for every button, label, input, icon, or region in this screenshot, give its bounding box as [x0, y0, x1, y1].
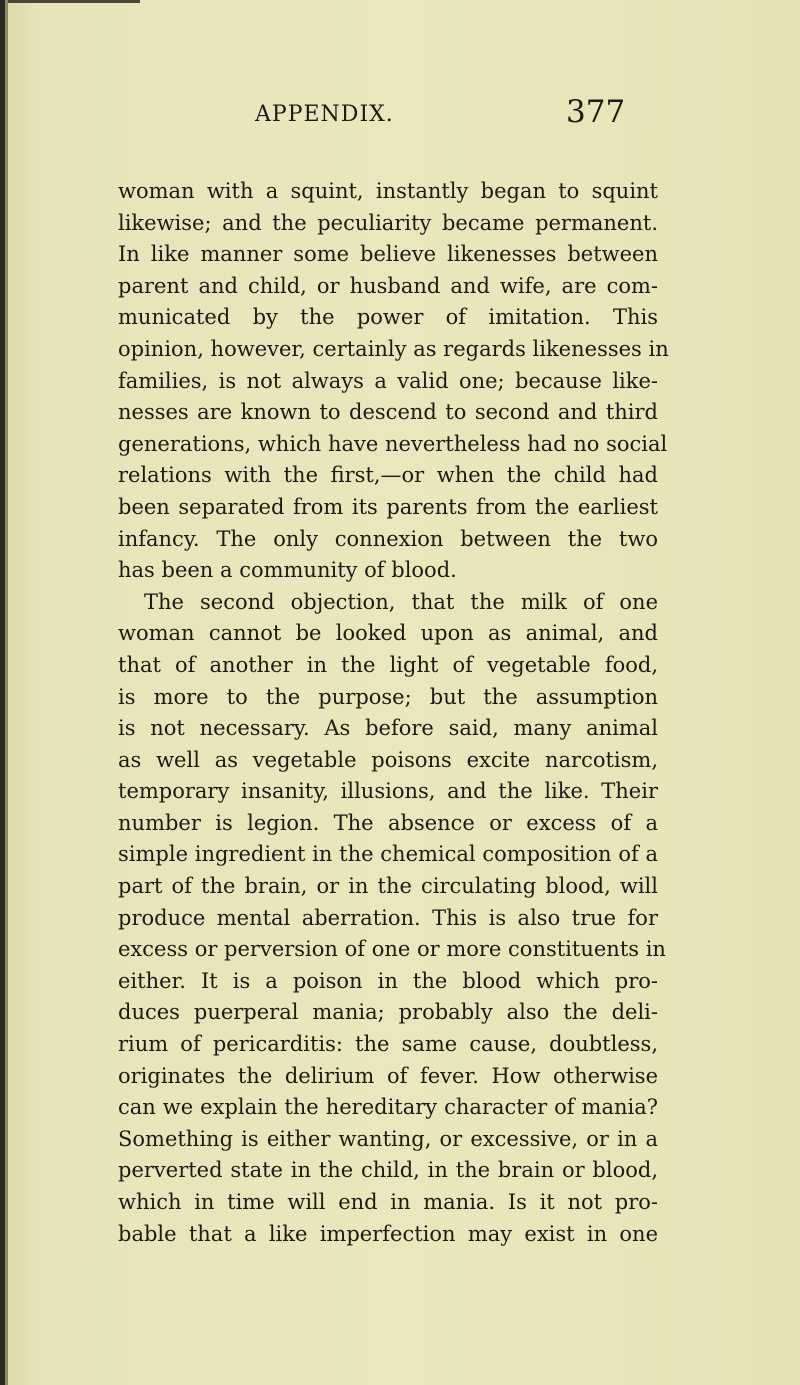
text-line: originates the delirium of fever. How otherwise — [118, 1063, 658, 1088]
text-line: likewise; and the peculiarity became permanent. — [118, 210, 658, 235]
text-line: has been a community of blood. — [118, 558, 457, 583]
text-line: is not necessary. As before said, many animal — [118, 716, 658, 741]
text-line: produce mental aberration. This is also true for — [118, 905, 658, 930]
text-line: can we explain the hereditary character of mania? — [118, 1095, 658, 1120]
text-line: temporary insanity, illusions, and the like. Their — [118, 779, 658, 804]
text-line: generations, which have nevertheless had no social — [118, 431, 668, 456]
text-line: either. It is a poison in the blood which pro- — [118, 968, 658, 993]
text-line: In like manner some believe likenesses between — [118, 242, 658, 267]
text-line: been separated from its parents from the earliest — [118, 494, 658, 519]
text-line: number is legion. The absence or excess of a — [118, 810, 658, 835]
text-line: parent and child, or husband and wife, are com- — [118, 273, 658, 298]
text-line: families, is not always a valid one; because like- — [118, 368, 658, 393]
running-head — [120, 94, 680, 134]
text-line: woman with a squint, instantly began to squint — [118, 179, 658, 203]
text-line: simple ingredient in the chemical composition of a — [118, 842, 658, 867]
running-title: APPENDIX. — [255, 102, 394, 127]
page-number: 377 — [566, 94, 626, 130]
text-line: nesses are known to descend to second and third — [118, 400, 658, 425]
text-line: part of the brain, or in the circulating blood, will — [118, 874, 658, 899]
text-line: that of another in the light of vegetable food, — [118, 652, 658, 677]
body-text — [118, 176, 669, 1250]
text-line: as well as vegetable poisons excite narcotism, — [118, 747, 658, 772]
text-line: opinion, however, certainly as regards likenesses in — [118, 336, 669, 361]
text-line: infancy. The only connexion between the two — [118, 526, 658, 551]
text-line: The second objection, that the milk of one — [144, 589, 658, 614]
text-line: perverted state in the child, in the brain or blood, — [118, 1158, 658, 1183]
text-line: duces puerperal mania; probably also the deli- — [118, 1000, 658, 1025]
text-line: excess or perversion of one or more constituents in — [118, 937, 666, 962]
text-line: municated by the power of imitation. This — [118, 305, 658, 330]
text-line: bable that a like imperfection may exist in one — [118, 1221, 658, 1246]
text-line: Something is either wanting, or excessive, or in a — [118, 1126, 658, 1151]
text-line: woman cannot be looked upon as animal, and — [118, 621, 658, 646]
text-line: which in time will end in mania. Is it not pro- — [118, 1190, 658, 1214]
text-line: relations with the first,—or when the child had — [118, 463, 658, 488]
text-line: rium of pericarditis: the same cause, doubtless, — [118, 1032, 658, 1057]
binding-shadow — [5, 0, 8, 1385]
text-line: is more to the purpose; but the assumption — [118, 684, 658, 709]
page-edge-mark — [8, 0, 140, 3]
